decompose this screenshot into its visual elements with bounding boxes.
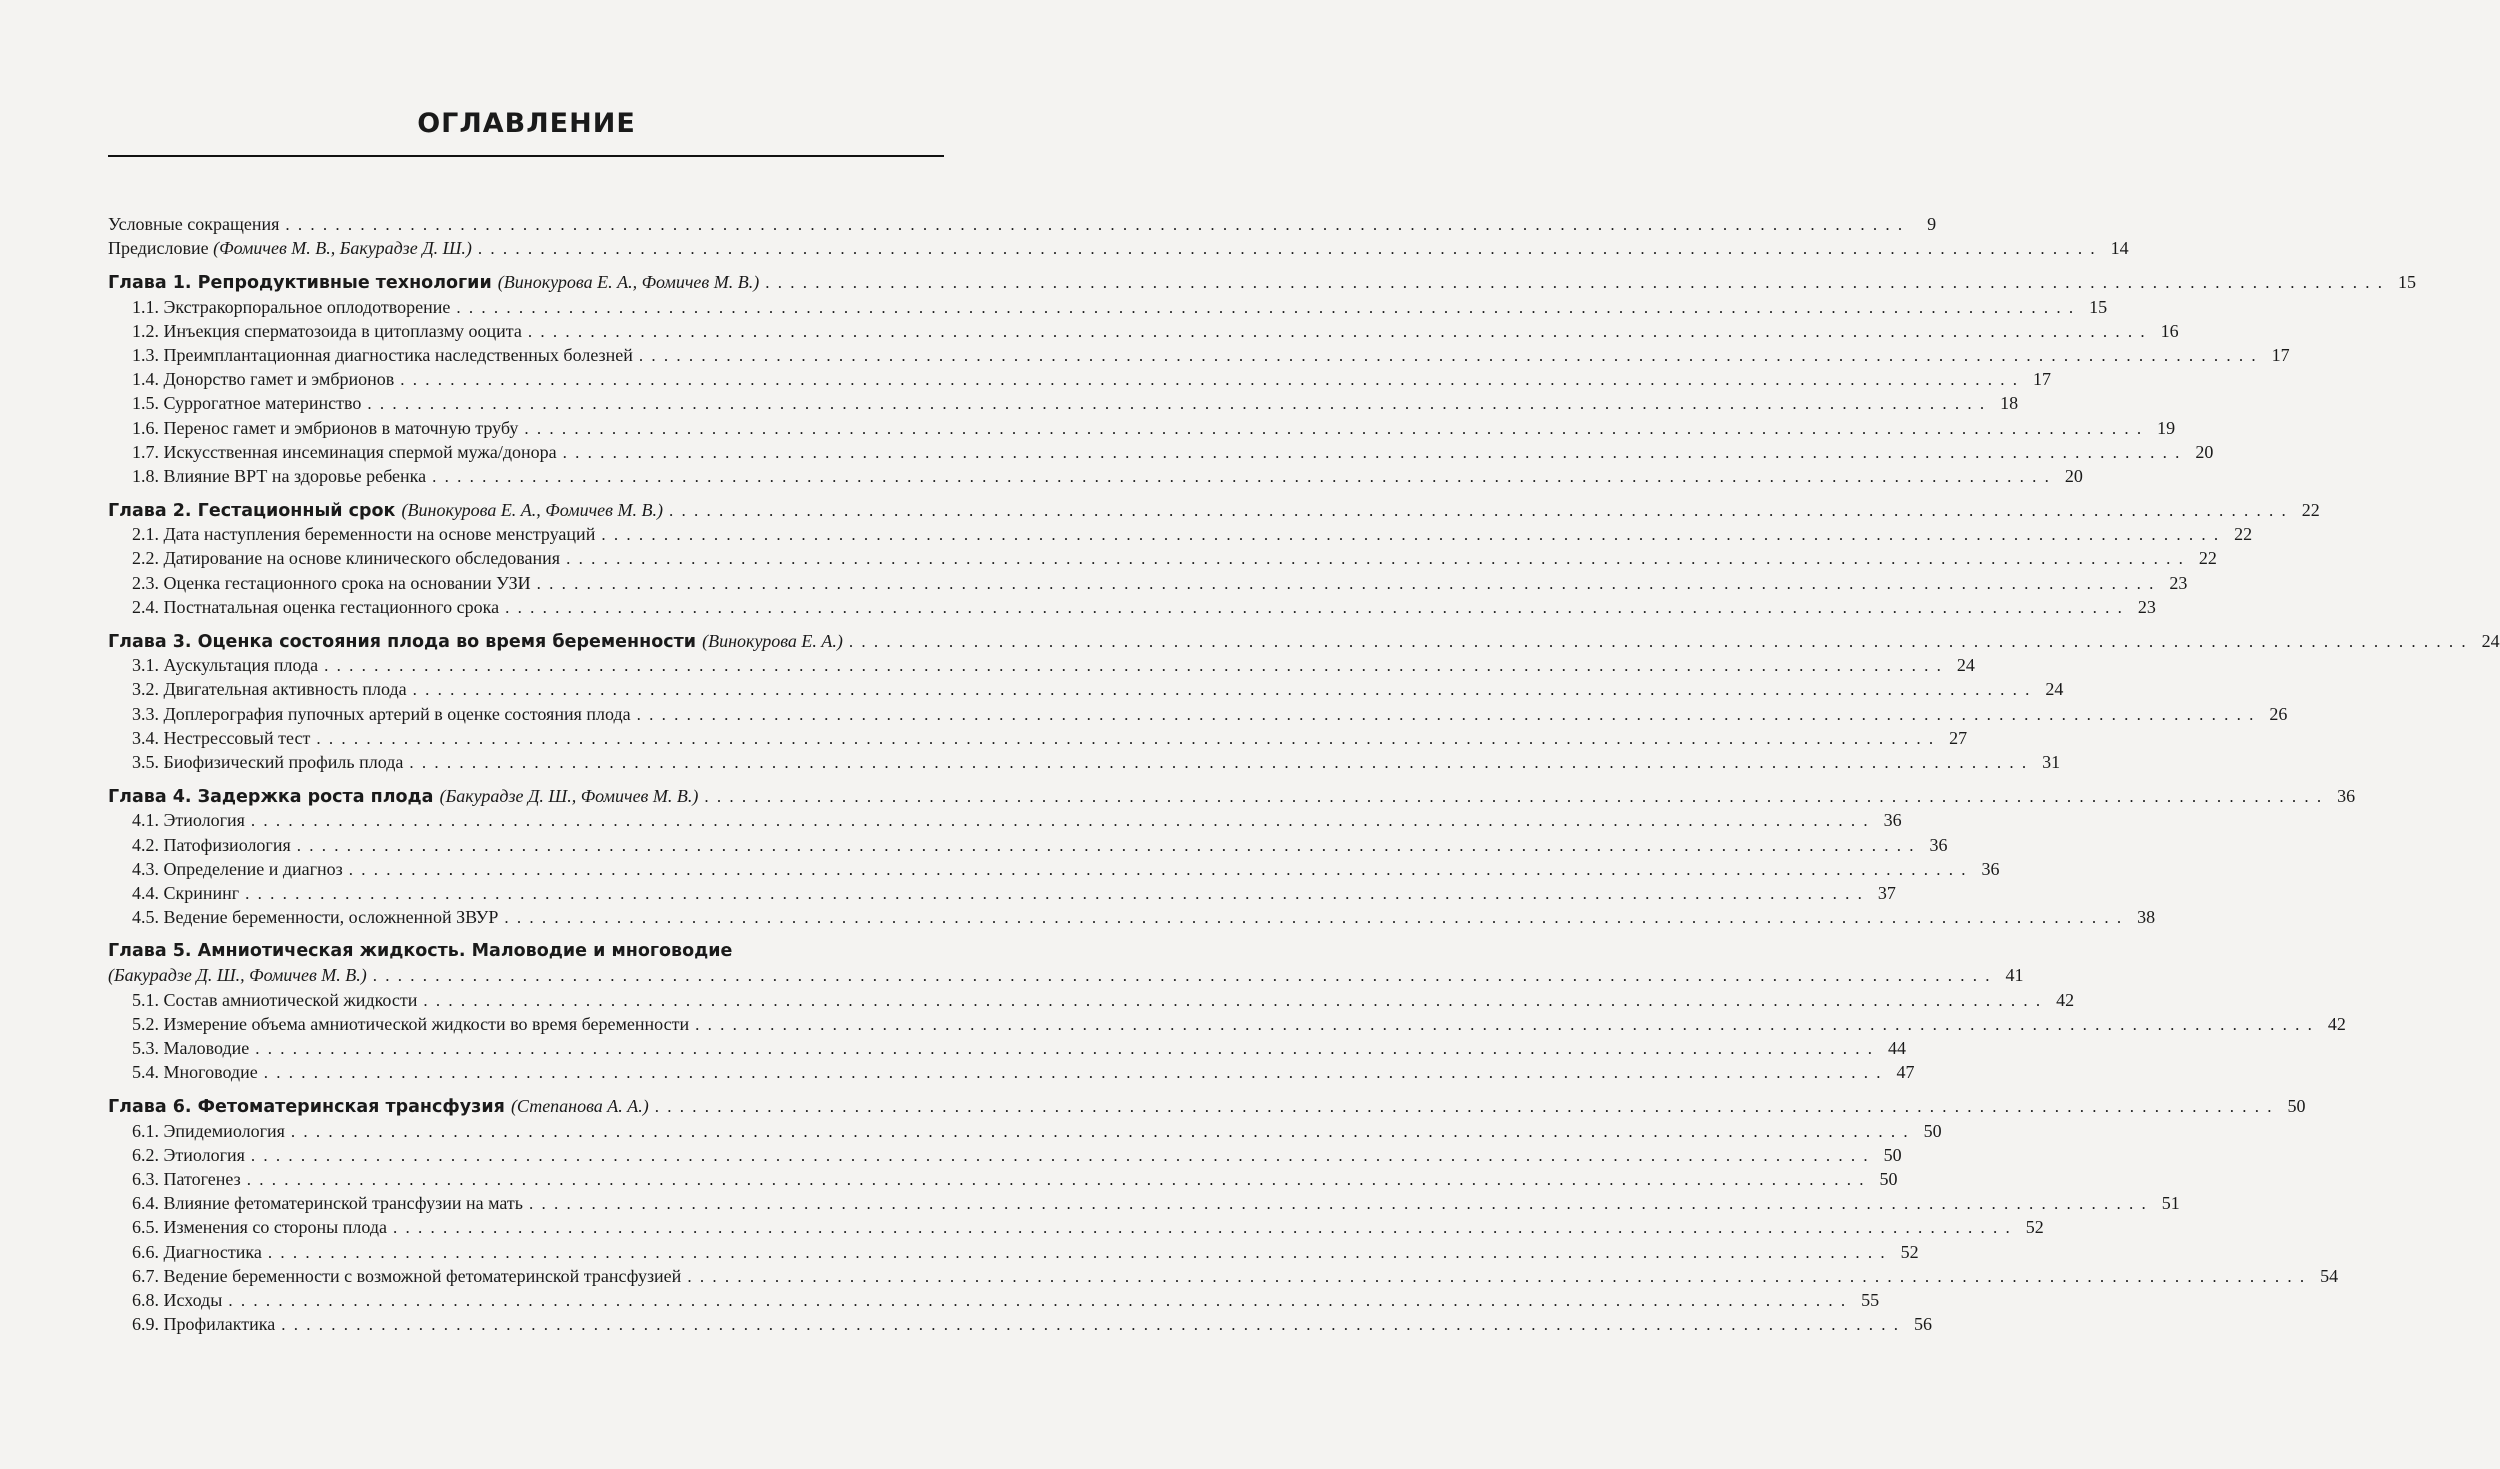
dot-leader — [704, 785, 2323, 809]
dot-leader — [373, 964, 1992, 988]
toc-page-number: 24 — [1956, 655, 1975, 676]
toc-section-entry — [108, 881, 1896, 905]
toc-entry-title: 3.1. Аускультация плода — [132, 655, 319, 676]
toc-section-entry — [108, 1264, 2339, 1288]
toc-section-entry — [108, 653, 1975, 677]
toc-section-entry — [108, 1191, 2180, 1215]
toc-section-entry — [108, 1312, 1932, 1336]
toc-entry-authors: (Бакурадзе Д. Ш., Фомичев М. В.) — [439, 786, 699, 807]
page-title: ОГЛАВЛЕНИЕ — [417, 108, 636, 139]
toc-entry-title: 5.4. Многоводие — [132, 1062, 258, 1083]
toc-page-number: 15 — [2397, 272, 2416, 293]
toc-entry-authors: (Фомичев М. В., Бакурадзе Д. Ш.) — [213, 238, 472, 259]
toc-section-entry — [108, 905, 2156, 929]
toc-entry-title: 1.7. Искусственная инсеминация спермой мужа/донора — [132, 441, 557, 462]
toc-entry-title: 4.1. Этиология — [132, 810, 245, 831]
toc-entry-title: Глава 2. Гестационный срок — [108, 501, 396, 522]
toc-page-number: 15 — [2089, 296, 2108, 317]
dot-leader — [456, 296, 2075, 320]
toc-page-number: 50 — [2287, 1096, 2306, 1117]
toc-section-entry — [108, 1240, 1919, 1264]
dot-leader — [281, 1313, 1900, 1337]
toc-section-entry — [108, 1215, 2044, 1239]
dot-leader — [524, 417, 2143, 441]
toc-page-number: 20 — [2195, 441, 2214, 462]
toc-entry-label — [108, 784, 698, 809]
toc-entry-title: Условные сокращения — [108, 214, 280, 234]
toc-entry-title: 1.8. Влияние ВРТ на здоровье ребенка — [132, 465, 427, 486]
toc-entry-title: Глава 4. Задержка роста плода — [108, 787, 434, 808]
toc-entry-title: 6.9. Профилактика — [132, 1314, 276, 1335]
toc-section-entry — [108, 595, 2156, 619]
toc-entry-label — [132, 750, 403, 774]
toc-entry-label — [132, 1060, 258, 1084]
toc-entry-label — [108, 1094, 649, 1119]
toc-entry-authors: (Винокурова Е. А., Фомичев М. В.) — [401, 500, 663, 521]
dot-leader — [601, 523, 2220, 547]
toc-entry-title: 2.1. Дата наступления беременности на основе менструаций — [132, 524, 596, 545]
toc-entry-label — [132, 881, 239, 905]
dot-leader — [566, 547, 2185, 571]
dot-leader — [349, 858, 1968, 882]
toc-entry-title: 3.3. Доплерография пупочных артерий в оценке состояния плода — [132, 703, 631, 724]
dot-leader — [285, 213, 1904, 237]
toc-section-entry — [108, 833, 1948, 857]
toc-entry-label — [132, 1012, 689, 1036]
dot-leader — [655, 1095, 2274, 1119]
dot-leader — [255, 1037, 1874, 1061]
toc-section-entry — [108, 988, 2075, 1012]
toc-entry-label — [108, 270, 759, 295]
dot-leader — [563, 441, 2182, 465]
toc-entry-label — [132, 1167, 241, 1191]
toc-entry-label — [108, 236, 472, 260]
toc-page-number: 9 — [1927, 214, 1937, 234]
toc-page-number: 42 — [2327, 1013, 2346, 1034]
toc-entry-label — [108, 629, 843, 654]
dot-leader — [297, 834, 1916, 858]
toc-section-entry — [108, 571, 2188, 595]
toc-page-number: 26 — [2269, 703, 2288, 724]
toc-entry-label — [132, 1312, 275, 1336]
dot-leader — [432, 465, 2051, 489]
dot-leader — [639, 344, 2258, 368]
toc-page-number: 50 — [1879, 1168, 1898, 1189]
toc-entry-label — [132, 546, 560, 570]
dot-leader — [268, 1241, 1887, 1265]
toc-entry-title: 3.5. Биофизический профиль плода — [132, 751, 404, 772]
toc-chapter-entry — [108, 498, 2320, 522]
toc-section-entry — [108, 1060, 1915, 1084]
toc-page-number: 41 — [2005, 965, 2024, 986]
toc-entry-title: 6.6. Диагностика — [132, 1241, 262, 1262]
dot-leader — [537, 572, 2156, 596]
toc-page-number: 19 — [2157, 417, 2176, 438]
toc-entry-label — [132, 367, 394, 391]
toc-entry-authors: (Винокурова Е. А.) — [702, 631, 843, 651]
toc-chapter-entry — [108, 784, 2356, 808]
toc-entry-title: Глава 6. Фетоматеринская трансфузия — [108, 1097, 505, 1118]
toc-chapter-entry — [108, 270, 2416, 294]
toc-section-entry — [108, 343, 2290, 367]
toc-section-entry — [108, 677, 2064, 701]
toc-entry-title: 4.2. Патофизиология — [132, 834, 291, 855]
dot-leader — [505, 596, 2124, 620]
toc-section-entry — [108, 319, 2179, 343]
toc-entry-title: 4.5. Ведение беременности, осложненной ЗВУР — [132, 907, 499, 928]
dot-leader — [245, 882, 1864, 906]
toc-front-entry — [108, 212, 1937, 236]
toc-entry-title: 4.4. Скрининг — [132, 882, 240, 903]
toc-entry-label — [132, 808, 245, 832]
toc-page-number: 36 — [1981, 858, 2000, 879]
toc-entry-label — [132, 988, 417, 1012]
toc-entry-label — [132, 677, 407, 701]
toc-entry-title: 1.3. Преимплантационная диагностика наследственных болезней — [132, 344, 633, 365]
table-of-contents — [108, 212, 2500, 1336]
toc-section-entry — [108, 750, 2061, 774]
dot-leader — [695, 1013, 2314, 1037]
dot-leader — [529, 1192, 2148, 1216]
toc-page-number: 22 — [2301, 500, 2320, 521]
toc-entry-label — [132, 1288, 222, 1312]
dot-leader — [400, 368, 2019, 392]
toc-page-number: 20 — [2064, 465, 2083, 486]
toc-entry-title: 2.2. Датирование на основе клинического обследования — [132, 548, 561, 569]
toc-page-number: 47 — [1896, 1062, 1915, 1083]
toc-entry-label — [132, 1240, 262, 1264]
toc-entry-label — [132, 595, 499, 619]
toc-entry-label — [132, 416, 518, 440]
toc-section-entry — [108, 522, 2253, 546]
dot-leader — [264, 1061, 1883, 1085]
toc-entry-title: 1.6. Перенос гамет и эмбрионов в маточную трубу — [132, 417, 519, 438]
toc-entry-title: 6.8. Исходы — [132, 1289, 223, 1310]
dot-leader — [409, 751, 2028, 775]
toc-entry-label — [132, 1264, 681, 1288]
dot-leader — [251, 809, 1870, 833]
toc-page-number: 22 — [2198, 548, 2217, 569]
toc-chapter-entry — [108, 629, 2500, 653]
dot-leader — [324, 654, 1943, 678]
toc-entry-title: 1.5. Суррогатное материнство — [132, 393, 362, 414]
toc-entry-title: Глава 3. Оценка состояния плода во время беременности — [108, 632, 697, 652]
toc-section-entry — [108, 1288, 1880, 1312]
toc-entry-label — [132, 726, 310, 750]
dot-leader — [504, 906, 2123, 930]
dot-leader — [637, 703, 2256, 727]
toc-page-number: 52 — [2025, 1217, 2044, 1238]
toc-page-number: 23 — [2137, 596, 2156, 617]
toc-section-entry — [108, 464, 2083, 488]
toc-entry-title: 6.7. Ведение беременности с возможной фетоматеринской трансфузией — [132, 1265, 682, 1286]
toc-page-number: 24 — [2481, 631, 2500, 651]
toc-entry-title: 3.4. Нестрессовый тест — [132, 727, 311, 748]
toc-entry-label — [132, 295, 450, 319]
toc-page-number: 55 — [1861, 1289, 1880, 1310]
dot-leader — [669, 499, 2288, 523]
toc-entry-title: 1.1. Экстракорпоральное оплодотворение — [132, 296, 451, 317]
toc-entry-label — [132, 1119, 285, 1143]
toc-entry-label — [108, 939, 732, 963]
toc-page-number: 52 — [1900, 1241, 1919, 1262]
dot-leader — [291, 1120, 1910, 1144]
toc-section-entry — [108, 440, 2214, 464]
toc-entry-label — [132, 857, 343, 881]
toc-entry-label — [108, 498, 663, 523]
toc-page-number: 56 — [1914, 1314, 1932, 1335]
toc-front-entry — [108, 236, 2129, 260]
toc-entry-label — [132, 464, 426, 488]
toc-entry-label — [132, 833, 291, 857]
toc-section-entry — [108, 1143, 1902, 1167]
toc-page-number: 36 — [2337, 786, 2356, 807]
toc-entry-title: 6.2. Этиология — [132, 1144, 245, 1165]
title-rule — [108, 155, 944, 157]
toc-entry-title: 6.4. Влияние фетоматеринской трансфузии на мать — [132, 1193, 523, 1214]
dot-leader — [393, 1216, 2012, 1240]
toc-page-number: 18 — [2000, 393, 2019, 414]
toc-section-entry — [108, 367, 2052, 391]
toc-entry-title: 5.3. Маловодие — [132, 1038, 250, 1058]
dot-leader — [251, 1144, 1870, 1168]
toc-entry-label — [132, 391, 361, 415]
toc-entry-title: 2.4. Постнатальная оценка гестационного срока — [132, 596, 500, 617]
toc-chapter-entry — [108, 939, 944, 963]
toc-page-number: 54 — [2320, 1265, 2339, 1286]
toc-entry-authors: (Степанова А. А.) — [510, 1096, 649, 1117]
toc-page-number: 17 — [2033, 369, 2052, 390]
toc-chapter-entry — [108, 1094, 2306, 1118]
toc-section-entry — [108, 857, 2000, 881]
toc-entry-title: Глава 5. Амниотическая жидкость. Маловодие и многоводие — [108, 941, 733, 962]
dot-leader — [413, 678, 2032, 702]
toc-page-number: 31 — [2042, 751, 2061, 772]
toc-entry-title: 5.2. Измерение объема амниотической жидкости во время беременности — [132, 1013, 690, 1034]
toc-page-number: 16 — [2160, 320, 2179, 341]
toc-page-number: 44 — [1888, 1038, 1907, 1058]
toc-entry-title: 3.2. Двигательная активность плода — [132, 679, 407, 700]
toc-entry-label — [132, 1143, 245, 1167]
toc-page-number: 36 — [1883, 810, 1902, 831]
toc-section-entry — [108, 1167, 1898, 1191]
toc-section-entry — [108, 546, 2217, 570]
toc-page-number: 17 — [2271, 344, 2290, 365]
toc-entry-title: Глава 1. Репродуктивные технологии — [108, 273, 492, 294]
toc-entry-title: 6.5. Изменения со стороны плода — [132, 1217, 387, 1238]
dot-leader — [423, 989, 2042, 1013]
toc-page-number: 23 — [2169, 572, 2188, 593]
toc-entry-label — [108, 963, 367, 987]
toc-entry-label — [108, 212, 279, 236]
toc-section-entry — [108, 1036, 1907, 1060]
dot-leader — [687, 1265, 2306, 1289]
toc-page-number: 14 — [2110, 238, 2129, 259]
toc-entry-label — [132, 571, 531, 595]
toc-page-number: 22 — [2234, 524, 2253, 545]
dot-leader — [228, 1289, 1847, 1313]
toc-section-entry — [108, 1012, 2346, 1036]
toc-entry-title: 6.3. Патогенез — [132, 1168, 241, 1189]
toc-page-number: 51 — [2161, 1193, 2180, 1214]
dot-leader — [478, 237, 2097, 261]
toc-entry-title: 4.3. Определение и диагноз — [132, 858, 343, 879]
toc-page-number: 24 — [2045, 679, 2064, 700]
dot-leader — [528, 320, 2147, 344]
toc-entry-title: 2.3. Оценка гестационного срока на основании УЗИ — [132, 572, 531, 593]
toc-entry-label — [132, 440, 557, 464]
toc-entry-label — [132, 343, 633, 367]
toc-section-entry — [108, 416, 2176, 440]
toc-entry-label — [132, 1036, 249, 1060]
toc-entry-title: 1.2. Инъекция сперматозоида в цитоплазму ооцита — [132, 320, 522, 341]
dot-leader — [367, 392, 1986, 416]
toc-entry-label — [132, 319, 522, 343]
toc-page-number: 50 — [1883, 1144, 1902, 1165]
toc-section-entry — [108, 726, 1968, 750]
toc-page-number: 42 — [2056, 989, 2075, 1010]
dot-leader — [849, 630, 2468, 654]
toc-section-entry — [108, 391, 2019, 415]
dot-leader — [316, 727, 1935, 751]
toc-entry-label — [132, 702, 631, 726]
toc-entry-title: 1.4. Донорство гамет и эмбрионов — [132, 369, 395, 390]
toc-section-entry — [108, 702, 2288, 726]
toc-section-entry — [108, 295, 2108, 319]
toc-entry-authors: (Винокурова Е. А., Фомичев М. В.) — [497, 272, 760, 293]
toc-chapter-continuation — [108, 963, 2024, 987]
toc-entry-label — [132, 653, 318, 677]
toc-entry-label — [132, 1191, 523, 1215]
toc-page-number: 27 — [1949, 727, 1968, 748]
toc-section-entry — [108, 808, 1902, 832]
toc-section-entry — [108, 1119, 1942, 1143]
toc-page-number: 36 — [1929, 834, 1948, 855]
toc-entry-label — [132, 905, 498, 929]
dot-leader — [247, 1168, 1866, 1192]
toc-entry-title: Предисловие — [108, 238, 209, 259]
toc-entry-title: 6.1. Эпидемиология — [132, 1120, 285, 1141]
toc-entry-label — [132, 522, 595, 546]
dot-leader — [765, 271, 2384, 295]
toc-page-number: 37 — [1877, 882, 1896, 903]
toc-entry-label — [132, 1215, 387, 1239]
toc-entry-authors: (Бакурадзе Д. Ш., Фомичев М. В.) — [108, 965, 367, 986]
toc-entry-title: 5.1. Состав амниотической жидкости — [132, 989, 418, 1010]
toc-page-number: 38 — [2137, 907, 2156, 928]
toc-page-number: 50 — [1923, 1120, 1942, 1141]
